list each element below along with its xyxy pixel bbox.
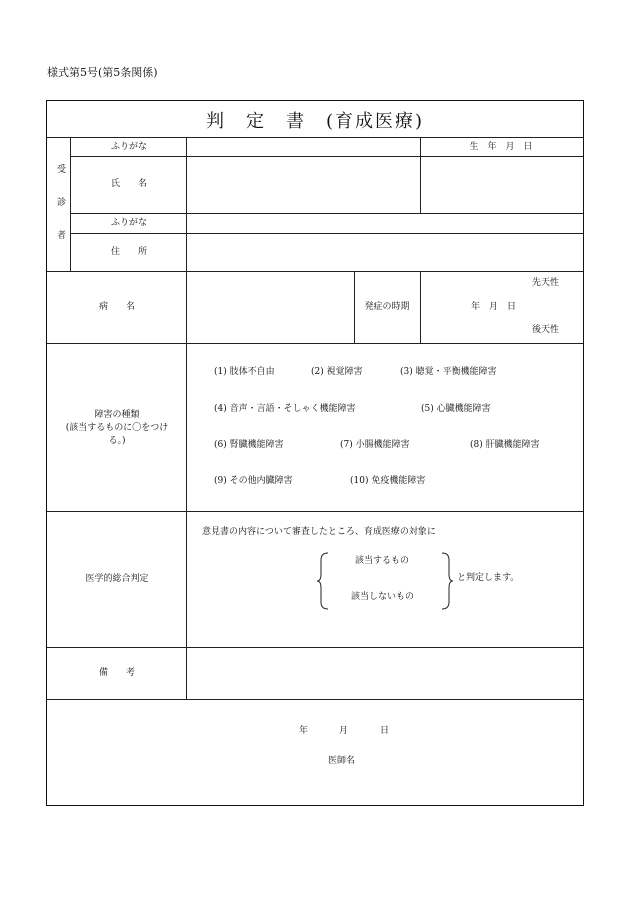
congenital-option[interactable]: 先天性 bbox=[532, 278, 560, 288]
divider-disability bbox=[47, 511, 583, 512]
disability-option-5[interactable]: (5) 心臓機能障害 bbox=[421, 404, 491, 414]
furigana-address-field[interactable] bbox=[187, 214, 583, 232]
disability-option-7[interactable]: (7) 小腸機能障害 bbox=[340, 440, 410, 450]
choice-not-applicable[interactable]: 該当しないもの bbox=[351, 592, 415, 602]
side-label-shin: 診 bbox=[57, 198, 67, 208]
page-title: 判 定 書 (育成医療) bbox=[205, 111, 425, 132]
address-field[interactable] bbox=[187, 234, 583, 270]
divider-onset-right bbox=[420, 271, 421, 343]
disability-option-10[interactable]: (10) 免疫機能障害 bbox=[350, 476, 426, 486]
divider-disease bbox=[47, 343, 583, 344]
doctor-name-field[interactable] bbox=[370, 750, 570, 772]
disability-option-4[interactable]: (4) 音声・言語・そしゃく機能障害 bbox=[214, 404, 356, 414]
judgment-suffix: と判定します。 bbox=[457, 573, 520, 583]
choice-applicable[interactable]: 該当するもの bbox=[355, 556, 410, 566]
doctor-name-label: 医師名 bbox=[328, 756, 356, 766]
remarks-field[interactable] bbox=[187, 648, 583, 698]
footer-year: 年 bbox=[299, 726, 309, 736]
disability-option-3[interactable]: (3) 聴覚・平衡機能障害 bbox=[400, 367, 497, 377]
name-label: 氏 名 bbox=[110, 179, 148, 189]
disability-note-line1: (該当するものに〇をつけ bbox=[65, 423, 169, 433]
disability-option-2[interactable]: (2) 視覚障害 bbox=[311, 367, 363, 377]
furigana-name-field[interactable] bbox=[187, 138, 419, 155]
disability-label: 障害の種類 bbox=[94, 410, 140, 420]
onset-label: 発症の時期 bbox=[364, 302, 410, 312]
footer-day: 日 bbox=[380, 726, 390, 736]
divider-remarks bbox=[47, 699, 583, 700]
disability-option-8[interactable]: (8) 肝臓機能障害 bbox=[470, 440, 540, 450]
side-label-ju: 受 bbox=[57, 165, 67, 175]
disease-field[interactable] bbox=[187, 272, 353, 342]
disease-label: 病 名 bbox=[98, 302, 136, 312]
onset-date-label: 年 月 日 bbox=[471, 302, 517, 312]
birthdate-label: 生 年 月 日 bbox=[469, 142, 533, 152]
disability-option-1[interactable]: (1) 肢体不自由 bbox=[214, 367, 275, 377]
divider-side-label bbox=[70, 137, 71, 271]
divider-onset-left bbox=[354, 271, 355, 343]
address-label: 住 所 bbox=[110, 247, 148, 257]
furigana-label-name: ふりがな bbox=[110, 142, 148, 152]
right-brace-icon bbox=[440, 552, 454, 610]
disability-option-9[interactable]: (9) その他内臓障害 bbox=[214, 476, 293, 486]
furigana-label-address: ふりがな bbox=[110, 218, 148, 228]
name-field[interactable] bbox=[187, 157, 419, 212]
remarks-label: 備 考 bbox=[98, 668, 136, 678]
side-label-sha: 者 bbox=[57, 231, 67, 241]
acquired-option[interactable]: 後天性 bbox=[532, 325, 560, 335]
judgment-label: 医学的総合判定 bbox=[85, 574, 149, 584]
judgment-statement: 意見書の内容について審査したところ、育成医療の対象に bbox=[202, 527, 436, 537]
left-brace-icon bbox=[316, 552, 330, 610]
disability-note-line2: る。) bbox=[108, 436, 126, 446]
disability-option-6[interactable]: (6) 腎臓機能障害 bbox=[214, 440, 284, 450]
footer-month: 月 bbox=[339, 726, 349, 736]
form-id: 様式第5号(第5条関係) bbox=[47, 66, 158, 79]
birthdate-field[interactable] bbox=[421, 157, 583, 212]
